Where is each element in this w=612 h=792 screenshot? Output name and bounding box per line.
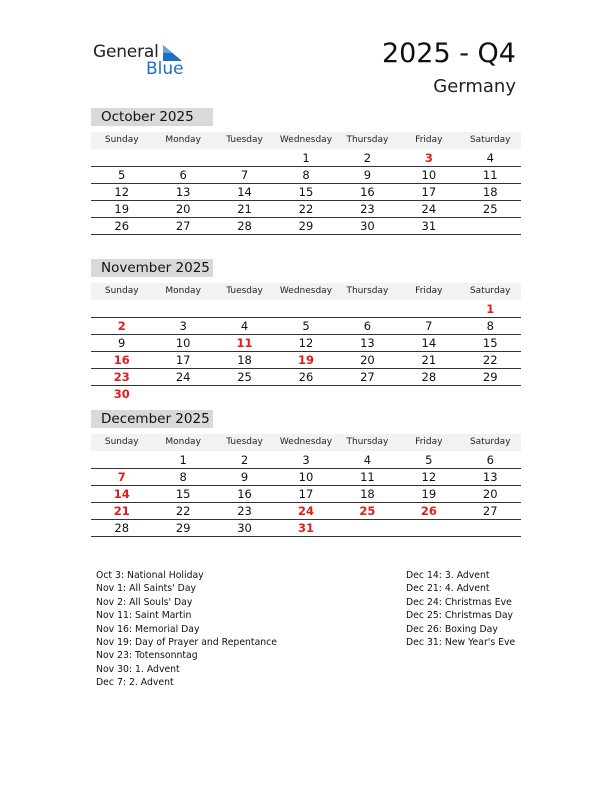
empty-cell bbox=[460, 520, 521, 536]
day-cell: 23 bbox=[113, 370, 130, 384]
holiday-entry: Nov 2: All Souls' Day bbox=[96, 596, 193, 608]
month-october bbox=[91, 108, 521, 235]
week-row bbox=[91, 301, 521, 318]
day-cell: 3 bbox=[302, 453, 310, 467]
day-cell: 12 bbox=[298, 336, 314, 350]
day-cell: 2 bbox=[240, 453, 249, 467]
weekday-label: Monday bbox=[165, 437, 201, 447]
holiday-entry: Nov 23: Totensonntag bbox=[96, 650, 198, 662]
day-cell: 27 bbox=[360, 370, 375, 384]
week-row bbox=[91, 503, 521, 520]
week-row bbox=[91, 520, 521, 537]
weekday-label: Thursday bbox=[346, 437, 389, 447]
weekday-label: Saturday bbox=[469, 135, 511, 145]
day-cell: 2 bbox=[117, 319, 126, 333]
holiday-entry: Dec 21: 4. Advent bbox=[406, 583, 490, 595]
week-row bbox=[91, 386, 521, 402]
day-cell: 19 bbox=[421, 487, 437, 501]
day-cell: 28 bbox=[114, 521, 130, 535]
page-title: 2025 - Q4 bbox=[381, 38, 516, 69]
day-cell: 2 bbox=[363, 151, 372, 165]
day-cell: 14 bbox=[237, 185, 252, 199]
day-cell: 28 bbox=[237, 219, 252, 233]
day-cell: 24 bbox=[421, 202, 437, 216]
holiday-entry: Dec 24: Christmas Eve bbox=[406, 596, 512, 608]
empty-cell bbox=[152, 301, 213, 317]
week-row bbox=[91, 201, 521, 218]
day-cell: 31 bbox=[421, 219, 437, 233]
month-november bbox=[91, 259, 521, 402]
day-cell: 19 bbox=[114, 202, 130, 216]
week-row bbox=[91, 369, 521, 386]
day-cell: 17 bbox=[175, 353, 191, 367]
day-cell: 11 bbox=[360, 470, 375, 484]
month-header: November 2025 bbox=[91, 259, 213, 277]
day-cell: 5 bbox=[118, 168, 126, 182]
weekday-label: Friday bbox=[415, 135, 443, 145]
empty-cell bbox=[152, 150, 213, 166]
month-header: October 2025 bbox=[91, 108, 213, 126]
day-cell: 8 bbox=[179, 470, 187, 484]
day-cell: 10 bbox=[421, 168, 437, 182]
empty-cell bbox=[91, 150, 152, 166]
weekday-label: Wednesday bbox=[279, 286, 333, 296]
holiday-entry: Dec 14: 3. Advent bbox=[406, 570, 490, 581]
weekday-label: Saturday bbox=[469, 437, 511, 447]
day-cell: 8 bbox=[302, 168, 310, 182]
weekday-label: Friday bbox=[415, 437, 443, 447]
empty-cell bbox=[398, 301, 459, 317]
week-row bbox=[91, 167, 521, 184]
day-cell: 12 bbox=[421, 470, 437, 484]
day-cell: 30 bbox=[360, 219, 375, 233]
day-cell: 1 bbox=[179, 453, 187, 467]
day-cell: 18 bbox=[360, 487, 375, 501]
day-cell: 21 bbox=[237, 202, 252, 216]
week-row bbox=[91, 452, 521, 469]
logo-text-blue: Blue bbox=[146, 59, 184, 79]
weekday-label: Thursday bbox=[346, 135, 389, 145]
day-cell: 27 bbox=[482, 504, 498, 518]
day-cell: 5 bbox=[425, 453, 433, 467]
day-cell: 31 bbox=[297, 521, 314, 535]
calendar-grid bbox=[91, 132, 521, 235]
holiday-entry: Nov 1: All Saints' Day bbox=[96, 583, 197, 595]
day-cell: 9 bbox=[363, 168, 372, 182]
day-cell: 8 bbox=[486, 319, 494, 333]
day-cell: 23 bbox=[360, 202, 375, 216]
weekday-label: Tuesday bbox=[226, 286, 263, 296]
day-cell: 14 bbox=[113, 487, 130, 501]
day-cell: 20 bbox=[482, 487, 498, 501]
day-cell: 25 bbox=[359, 504, 376, 518]
day-cell: 1 bbox=[486, 302, 495, 316]
empty-cell bbox=[460, 386, 521, 402]
day-cell: 3 bbox=[179, 319, 187, 333]
day-cell: 20 bbox=[360, 353, 375, 367]
weekday-label: Wednesday bbox=[279, 135, 333, 145]
day-cell: 15 bbox=[175, 487, 191, 501]
day-cell: 26 bbox=[420, 504, 437, 518]
weekday-header-row bbox=[91, 132, 521, 149]
day-cell: 29 bbox=[298, 219, 314, 233]
weekday-label: Monday bbox=[165, 135, 201, 145]
day-cell: 21 bbox=[113, 504, 130, 518]
calendar-grid bbox=[91, 283, 521, 402]
week-row bbox=[91, 469, 521, 486]
day-cell: 17 bbox=[421, 185, 437, 199]
day-cell: 6 bbox=[486, 453, 494, 467]
holiday-entry: Nov 16: Memorial Day bbox=[96, 623, 200, 635]
weekday-label: Tuesday bbox=[226, 135, 263, 145]
day-cell: 26 bbox=[298, 370, 314, 384]
weekday-label: Tuesday bbox=[226, 437, 263, 447]
day-cell: 7 bbox=[425, 319, 433, 333]
day-cell: 24 bbox=[175, 370, 191, 384]
day-cell: 17 bbox=[298, 487, 314, 501]
empty-cell bbox=[337, 301, 398, 317]
day-cell: 5 bbox=[302, 319, 310, 333]
day-cell: 21 bbox=[421, 353, 437, 367]
day-cell: 4 bbox=[240, 319, 249, 333]
day-cell: 18 bbox=[482, 185, 498, 199]
empty-cell bbox=[214, 386, 275, 402]
empty-cell bbox=[275, 301, 336, 317]
week-row bbox=[91, 184, 521, 201]
day-cell: 15 bbox=[482, 336, 498, 350]
day-cell: 16 bbox=[113, 353, 130, 367]
day-cell: 10 bbox=[298, 470, 314, 484]
day-cell: 19 bbox=[297, 353, 314, 367]
empty-cell bbox=[460, 218, 521, 234]
week-row bbox=[91, 218, 521, 235]
holiday-list-right bbox=[406, 569, 515, 649]
logo bbox=[93, 42, 193, 80]
empty-cell bbox=[337, 386, 398, 402]
day-cell: 4 bbox=[486, 151, 494, 165]
day-cell: 27 bbox=[175, 219, 191, 233]
day-cell: 20 bbox=[175, 202, 191, 216]
day-cell: 25 bbox=[482, 202, 498, 216]
day-cell: 18 bbox=[237, 353, 252, 367]
day-cell: 7 bbox=[240, 168, 249, 182]
weekday-header-row bbox=[91, 283, 521, 300]
day-cell: 26 bbox=[114, 219, 130, 233]
empty-cell bbox=[337, 520, 398, 536]
weekday-label: Wednesday bbox=[279, 437, 333, 447]
holiday-entry: Nov 19: Day of Prayer and Repentance bbox=[96, 637, 277, 649]
holiday-entry: Nov 11: Saint Martin bbox=[96, 610, 192, 622]
day-cell: 3 bbox=[424, 151, 433, 165]
day-cell: 15 bbox=[298, 185, 314, 199]
empty-cell bbox=[275, 386, 336, 402]
country-name: Germany bbox=[433, 76, 516, 97]
day-cell: 13 bbox=[175, 185, 191, 199]
day-cell: 11 bbox=[482, 168, 498, 182]
day-cell: 11 bbox=[236, 336, 253, 350]
empty-cell bbox=[214, 150, 275, 166]
day-cell: 13 bbox=[360, 336, 375, 350]
day-cell: 12 bbox=[114, 185, 130, 199]
empty-cell bbox=[398, 520, 459, 536]
week-row bbox=[91, 150, 521, 167]
empty-cell bbox=[152, 386, 213, 402]
holiday-entry: Dec 25: Christmas Day bbox=[406, 610, 514, 622]
week-row bbox=[91, 318, 521, 335]
empty-cell bbox=[398, 386, 459, 402]
day-cell: 29 bbox=[175, 521, 191, 535]
day-cell: 16 bbox=[360, 185, 375, 199]
holiday-entry: Dec 7: 2. Advent bbox=[96, 677, 174, 689]
weekday-label: Friday bbox=[415, 286, 443, 296]
holiday-entry: Nov 30: 1. Advent bbox=[96, 663, 180, 675]
day-cell: 22 bbox=[175, 504, 191, 518]
day-cell: 6 bbox=[363, 319, 372, 333]
empty-cell bbox=[91, 452, 152, 468]
weekday-header-row bbox=[91, 434, 521, 451]
empty-cell bbox=[91, 301, 152, 317]
holiday-entry: Oct 3: National Holiday bbox=[96, 570, 204, 581]
weekday-label: Sunday bbox=[104, 286, 139, 296]
holiday-entry: Dec 31: New Year's Eve bbox=[406, 637, 516, 649]
day-cell: 14 bbox=[421, 336, 437, 350]
day-cell: 22 bbox=[482, 353, 498, 367]
week-row bbox=[91, 335, 521, 352]
day-cell: 25 bbox=[237, 370, 252, 384]
day-cell: 1 bbox=[302, 151, 310, 165]
holiday-entry: Dec 26: Boxing Day bbox=[406, 623, 498, 635]
day-cell: 4 bbox=[363, 453, 372, 467]
holiday-list-left bbox=[96, 569, 277, 690]
day-cell: 6 bbox=[179, 168, 187, 182]
weekday-label: Thursday bbox=[346, 286, 389, 296]
day-cell: 7 bbox=[117, 470, 126, 484]
day-cell: 9 bbox=[240, 470, 249, 484]
day-cell: 10 bbox=[175, 336, 191, 350]
day-cell: 9 bbox=[118, 336, 126, 350]
weekday-label: Monday bbox=[165, 286, 201, 296]
day-cell: 28 bbox=[421, 370, 437, 384]
month-header: December 2025 bbox=[91, 410, 213, 428]
day-cell: 29 bbox=[482, 370, 498, 384]
month-december bbox=[91, 410, 521, 537]
day-cell: 30 bbox=[237, 521, 252, 535]
day-cell: 16 bbox=[237, 487, 252, 501]
logo-text-general: General bbox=[93, 42, 159, 62]
calendar-grid bbox=[91, 434, 521, 537]
day-cell: 22 bbox=[298, 202, 314, 216]
week-row bbox=[91, 486, 521, 503]
weekday-label: Saturday bbox=[469, 286, 511, 296]
empty-cell bbox=[214, 301, 275, 317]
week-row bbox=[91, 352, 521, 369]
day-cell: 24 bbox=[297, 504, 314, 518]
day-cell: 13 bbox=[482, 470, 498, 484]
weekday-label: Sunday bbox=[104, 135, 139, 145]
weekday-label: Sunday bbox=[104, 437, 139, 447]
day-cell: 23 bbox=[237, 504, 252, 518]
day-cell: 30 bbox=[113, 387, 130, 401]
